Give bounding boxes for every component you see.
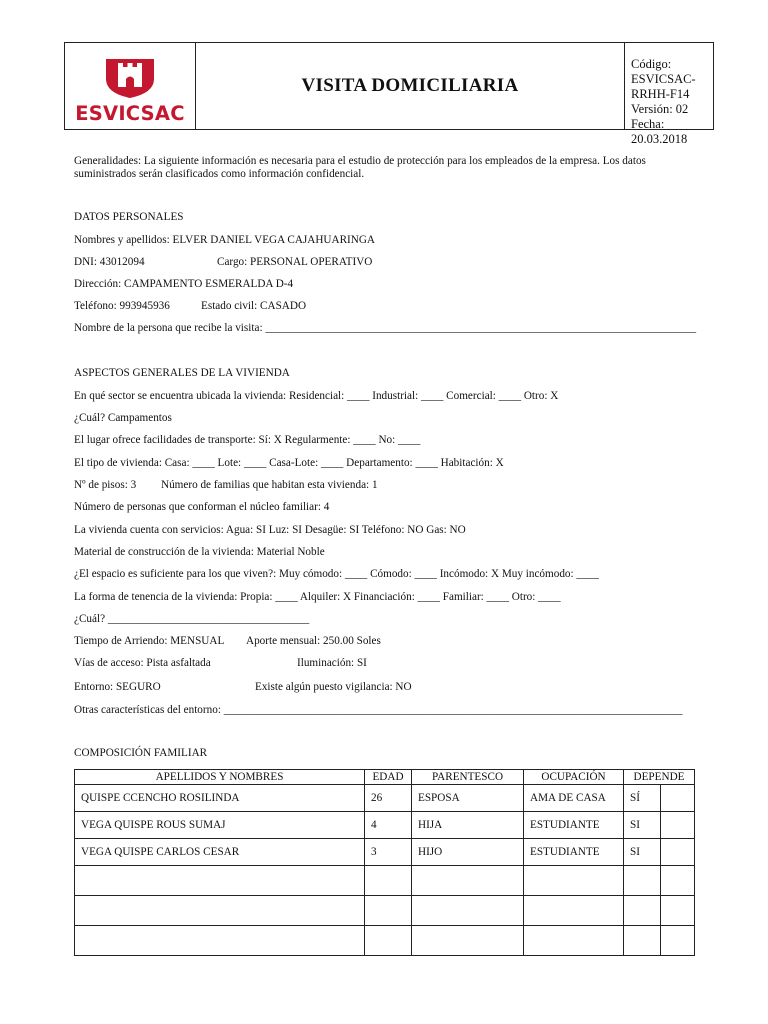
cell-ocupacion: ESTUDIANTE — [524, 812, 624, 839]
table-row-empty — [75, 866, 695, 896]
field-personas: Número de personas que conforman el núcleo familiar: 4 — [74, 501, 330, 513]
company-logo — [65, 43, 196, 129]
field-direccion: Dirección: CAMPAMENTO ESMERALDA D-4 — [74, 278, 294, 290]
cell-empty — [661, 812, 695, 839]
field-arriendo: Tiempo de Arriendo: MENSUAL — [74, 635, 225, 647]
field-cargo: Cargo: PERSONAL OPERATIVO — [217, 256, 373, 268]
table-header-row — [75, 770, 695, 785]
field-transporte: El lugar ofrece facilidades de transporte: Sí: X Regularmente: ____ No: ____ — [74, 434, 421, 446]
cell-edad: 26 — [365, 785, 412, 812]
code-label: Código: — [631, 57, 672, 71]
cell-ocupacion: ESTUDIANTE — [524, 839, 624, 866]
field-tenencia: La forma de tenencia de la vivienda: Propia: ____ Alquiler: X Financiación: ____ Familiar: ____ Otro: ____ — [74, 591, 561, 603]
family-table — [74, 769, 695, 956]
field-telefono: Teléfono: 993945936 — [74, 300, 170, 312]
table-row-empty — [75, 896, 695, 926]
column-header: DEPENDE — [624, 770, 695, 785]
field-tipo-vivienda: El tipo de vivienda: Casa: ____ Lote: ____ Casa-Lote: ____ Departamento: ____ Habitación: X — [74, 457, 504, 469]
field-material: Material de construcción de la vivienda: Material Noble — [74, 546, 325, 558]
cell-depende: SÍ — [624, 785, 661, 812]
table-row — [75, 839, 695, 866]
document-meta — [631, 57, 713, 147]
column-header: OCUPACIÓN — [524, 770, 624, 785]
cell-empty — [661, 839, 695, 866]
column-header: APELLIDOS Y NOMBRES — [75, 770, 365, 785]
field-receptor: Nombre de la persona que recibe la visita: _____________________________________________________________________________ — [74, 322, 697, 334]
field-dni: DNI: 43012094 — [74, 256, 145, 268]
column-header: EDAD — [365, 770, 412, 785]
section-heading-personal: DATOS PERSONALES — [74, 211, 184, 223]
field-otras: Otras características del entorno: __________________________________________________________________________________ — [74, 704, 683, 716]
field-sector: En qué sector se encuentra ubicada la vivienda: Residencial: ____ Industrial: ____ Comercial: ____ Otro: X — [74, 390, 559, 402]
field-iluminacion: Iluminación: SI — [297, 657, 367, 669]
table-row — [75, 785, 695, 812]
cell-parentesco: HIJO — [412, 839, 524, 866]
table-row-empty — [75, 926, 695, 956]
section-heading-familia: COMPOSICIÓN FAMILIAR — [74, 747, 208, 759]
field-familias: Número de familias que habitan esta vivienda: 1 — [161, 479, 378, 491]
field-estado-civil: Estado civil: CASADO — [201, 300, 307, 312]
field-servicios: La vivienda cuenta con servicios: Agua: SI Luz: SI Desagüe: SI Teléfono: NO Gas: NO — [74, 524, 466, 536]
section-heading-vivienda: ASPECTOS GENERALES DE LA VIVIENDA — [74, 367, 290, 379]
field-vigilancia: Existe algún puesto vigilancia: NO — [255, 681, 412, 693]
field-pisos: Nº de pisos: 3 — [74, 479, 137, 491]
column-header: PARENTESCO — [412, 770, 524, 785]
code-value: ESVICSAC-RRHH-F14 — [631, 72, 696, 101]
field-entorno: Entorno: SEGURO — [74, 681, 161, 693]
cell-depende: SI — [624, 812, 661, 839]
version: Versión: 02 — [631, 102, 689, 116]
date: Fecha: 20.03.2018 — [631, 117, 688, 146]
castle-shield-icon — [89, 57, 171, 99]
cell-parentesco: ESPOSA — [412, 785, 524, 812]
cell-parentesco: HIJA — [412, 812, 524, 839]
cell-nombre: QUISPE CCENCHO ROSILINDA — [75, 785, 365, 812]
cell-depende: SI — [624, 839, 661, 866]
cell-nombre: VEGA QUISPE ROUS SUMAJ — [75, 812, 365, 839]
document-title: VISITA DOMICILIARIA — [196, 43, 625, 129]
cell-edad: 4 — [365, 812, 412, 839]
logo-text: ESVICSAC — [75, 102, 185, 125]
document-header — [64, 42, 714, 146]
cell-ocupacion: AMA DE CASA — [524, 785, 624, 812]
intro-paragraph: Generalidades: La siguiente información es necesaria para el estudio de protección para los empleados de la empresa. Los datos suministrados serán clasificados como información confidencial. — [74, 155, 646, 180]
cell-nombre: VEGA QUISPE CARLOS CESAR — [75, 839, 365, 866]
cell-empty — [661, 785, 695, 812]
field-espacio: ¿El espacio es suficiente para los que viven?: Muy cómodo: ____ Cómodo: ____ Incómodo: X Muy incómodo: ____ — [74, 568, 599, 580]
field-vias: Vías de acceso: Pista asfaltada — [74, 657, 211, 669]
field-aporte: Aporte mensual: 250.00 Soles — [246, 635, 381, 647]
field-cual-tenencia: ¿Cuál? ____________________________________ — [74, 613, 310, 625]
cell-edad: 3 — [365, 839, 412, 866]
table-row — [75, 812, 695, 839]
field-name: Nombres y apellidos: ELVER DANIEL VEGA CAJAHUARINGA — [74, 234, 376, 246]
field-cual-sector: ¿Cuál? Campamentos — [74, 412, 172, 424]
